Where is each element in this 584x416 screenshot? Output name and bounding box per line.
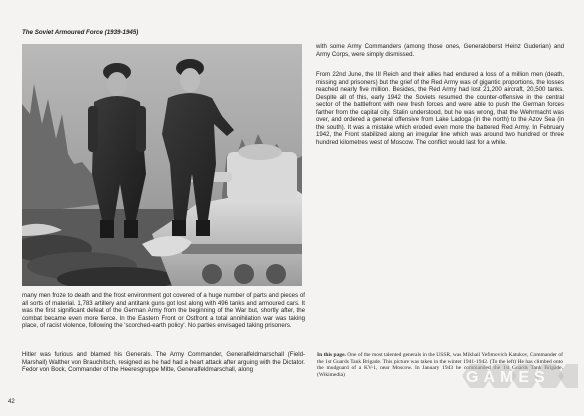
paragraph-lower-left-2: Hitler was furious and blamed his Generals. The Army Commander, Generalfeldmarschall (Field-Marshall) Walther von Brauchitsch, resigned as he had had a heart attack after arguing with the Dictator. Fedor von Bock, Commander of the Heeresgruppe Mitte, Generalfeldmarschall, along xyxy=(22,351,305,374)
caption-lead: In this page. xyxy=(317,352,346,358)
paragraph-main-right: From 22nd June, the III Reich and their allies had endured a loss of a million men (death, missing and prisoners) but the grief of the Red Army was of gigantic proportions, the losses reached nearly five million. Besides, the Red Army had lost 21,200 aircraft, 20,500 tanks. Despite all of this, early 1942 the Soviets resumed the counter-offensive in the central sector of the battlefront with new fresh forces and were able to push the German forces farther from the capital city. Stalin understood, but he was wrong, that the Wehrmacht was over, and ordered a general offensive from Lake Ladoga (in the north) to the Azov Sea (in the south). It was a mistake which eroded even more the battered Red Army. In February 1942, the Front stabilized along an irregular line which was around two hundred or three hundred kilometres west of Moscow. The conflict would last for a while. xyxy=(316,71,564,146)
watermark-text: GAMES xyxy=(466,369,550,386)
photo-two-soldiers-on-tank xyxy=(22,44,302,286)
photo-illustration xyxy=(22,44,302,286)
paragraph-lower-left-1: many men froze to death and the frost environment got covered of a huge number of parts and pieces of all sorts of material. 1,783 artillery and antitank guns got lost along with 496 tanks and armoured cars. It was the first significant defeat of the German Army from the beginning of the War but, shortly after, the combat became even more fierce. In the Eastern Front or Ostfront a total annihilation war was taking place, of racist violence, following the 'scorched-earth policy'. No parties envisaged taking prisoners. xyxy=(22,292,305,330)
photo-caption xyxy=(317,352,563,378)
paragraph-top-right: with some Army Commanders (among those ones, Generaloberst Heinz Guderian) and Army Corps, were simply dismissed. xyxy=(316,43,564,58)
page-number: 42 xyxy=(8,399,15,405)
running-head: The Soviet Armoured Force (1939-1945) xyxy=(22,29,139,36)
caption-text: One of the most talented generals in the USSR, was Mikhail Yefimovich Katukov, Commander of the 1st Guards Tank Brigade. This picture was taken in the winter 1941-1942. (To the left) He has climbed onto the mudguard of a KV-1, near Moscow. In January 1943 he commanded the 1st Guards Tank Brigade. (Wikimedia) xyxy=(317,352,563,378)
